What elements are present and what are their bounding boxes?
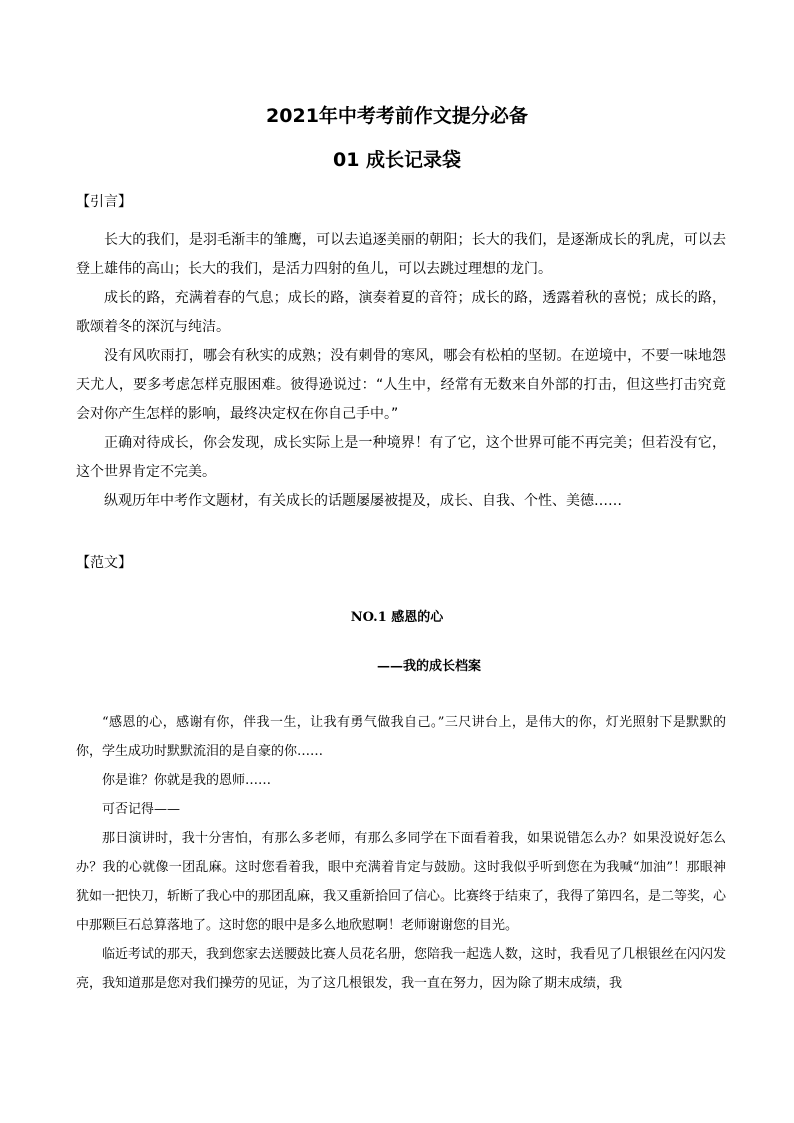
essay-subtitle: ——我的成长档案 [377,659,482,674]
intro-body [76,226,726,516]
intro-paragraph: 没有风吹雨打，哪会有秋实的成熟；没有刺骨的寒风，哪会有松柏的坚韧。在逆境中，不要一味地怨天尤人，要多考虑怎样克服困难。彼得逊说过：“人生中，经常有无数来自外部的打击，但这些打击究竟会对你产生怎样的影响，最终决定权在你自己手中。” [76,348,726,422]
intro-paragraph: 正确对待成长，你会发现，成长实际上是一种境界！有了它，这个世界可能不再完美；但若没有它，这个世界肯定不完美。 [76,435,726,480]
essay-paragraph: 临近考试的那天，我到您家去送腰鼓比赛人员花名册，您陪我一起选人数，这时，我看见了几根银丝在闪闪发亮，我知道那是您对我们操劳的见证，为了这几根银发，我一直在努力，因为除了期末成绩，我 [76,947,727,991]
essay-paragraph: 可否记得—— [102,802,181,817]
document-subtitle: 01 成长记录袋 [332,149,462,171]
intro-label: 【引言】 [76,194,132,210]
essay-title: NO.1 感恩的心 [350,610,444,625]
intro-paragraph: 成长的路，充满着春的气息；成长的路，演奏着夏的音符；成长的路，透露着秋的喜悦；成长的路，歌颂着冬的深沉与纯洁。 [76,290,726,335]
essay-paragraph: 你是谁？你就是我的恩师…… [102,773,272,788]
intro-paragraph: 纵观历年中考作文题材，有关成长的话题屡屡被提及，成长、自我、个性、美德…… [104,493,622,509]
essay-paragraph: 那日演讲时，我十分害怕，有那么多老师，有那么多同学在下面看着我，如果说错怎么办？如果没说好怎么办？我的心就像一团乱麻。这时您看着我，眼中充满着肯定与鼓励。这时我似乎听到您在为我喊“加油”！那眼神犹如一把快刀，斩断了我心中的那团乱麻，我又重新拾回了信心。比赛终于结束了，我得了第四名，是二等奖，心中那颗巨石总算落地了。这时您的眼中是多么地欣慰啊！老师谢谢您的目光。 [76,831,727,933]
essay-paragraph: “感恩的心，感谢有你，伴我一生，让我有勇气做我自己。”三尺讲台上，是伟大的你，灯光照射下是默默的你，学生成功时默默流泪的是自豪的你…… [76,715,726,759]
document-title: 2021年中考考前作文提分必备 [266,105,528,127]
intro-paragraph: 长大的我们，是羽毛渐丰的雏鹰，可以去追逐美丽的朝阳；长大的我们，是逐渐成长的乳虎，可以去登上雄伟的高山；长大的我们，是活力四射的鱼儿，可以去跳过理想的龙门。 [76,232,726,277]
sample-label: 【范文】 [76,555,132,571]
essay-body [76,708,726,998]
